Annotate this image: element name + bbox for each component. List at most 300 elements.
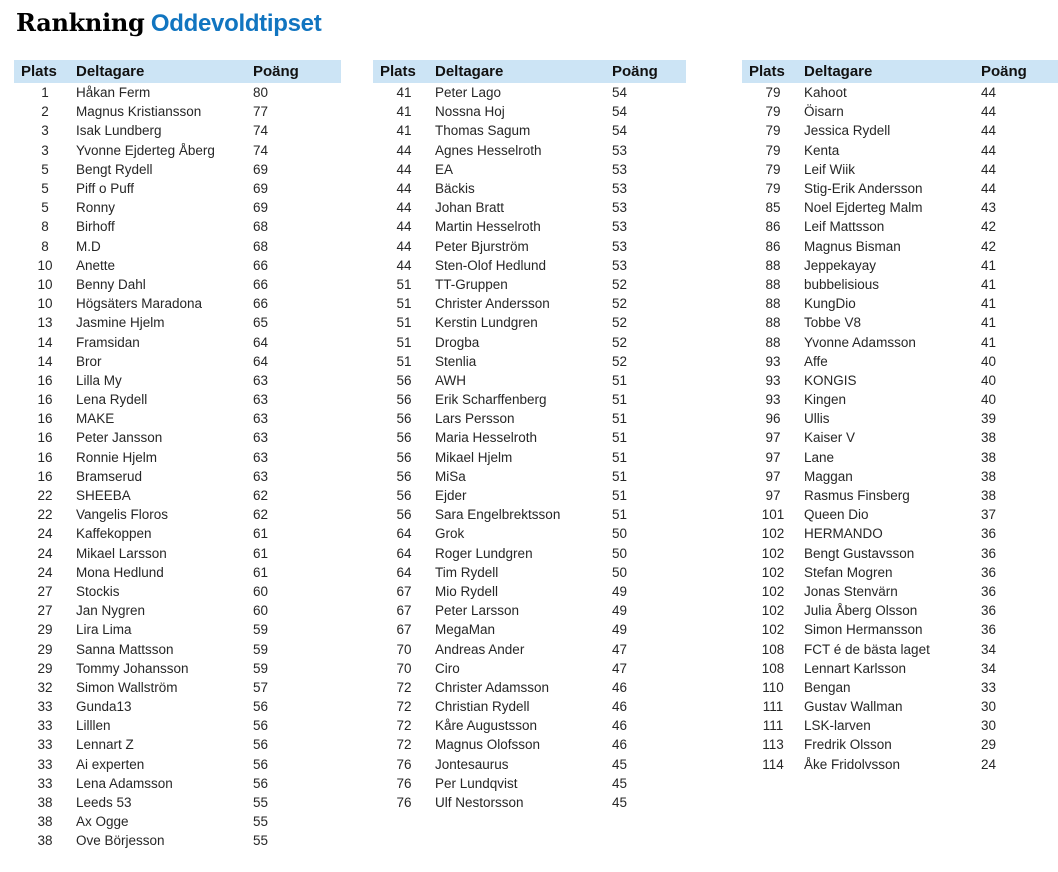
plats-cell: 10 — [37, 257, 53, 273]
poang-cell: 30 — [981, 699, 997, 715]
plats-cell: 108 — [761, 660, 785, 676]
table-row — [742, 659, 1058, 678]
poang-cell: 59 — [253, 660, 269, 676]
deltagare-cell: Bengan — [804, 679, 851, 695]
deltagare-cell: Magnus Kristiansson — [76, 104, 202, 120]
poang-cell: 44 — [981, 123, 997, 139]
deltagare-cell: M.D — [76, 238, 101, 254]
table-row — [14, 793, 341, 812]
plats-cell: 79 — [765, 181, 781, 197]
poang-cell: 51 — [612, 468, 628, 484]
table-row — [373, 83, 686, 102]
plats-cell: 44 — [396, 257, 412, 273]
table-row — [14, 716, 341, 735]
deltagare-cell: Peter Lago — [435, 85, 502, 101]
plats-cell: 88 — [765, 334, 781, 350]
table-row — [14, 678, 341, 697]
deltagare-cell: Gunda13 — [76, 699, 132, 715]
table-row — [742, 352, 1058, 371]
deltagare-cell: Ai experten — [76, 756, 145, 772]
table-row — [742, 141, 1058, 160]
table-row — [14, 448, 341, 467]
deltagare-cell: Johan Bratt — [435, 200, 505, 216]
poang-cell: 52 — [612, 276, 628, 292]
poang-cell: 46 — [612, 699, 628, 715]
plats-cell: 88 — [765, 315, 781, 331]
deltagare-cell: TT-Gruppen — [435, 276, 508, 292]
poang-cell: 41 — [981, 276, 997, 292]
deltagare-cell: Tim Rydell — [435, 564, 499, 580]
plats-cell: 27 — [37, 583, 53, 599]
deltagare-cell: Andreas Ander — [435, 641, 525, 657]
poang-cell: 62 — [253, 507, 269, 523]
table-row — [373, 332, 686, 351]
page-title — [16, 8, 321, 38]
deltagare-cell: Bengt Rydell — [76, 161, 153, 177]
table-row — [373, 237, 686, 256]
table-row — [14, 332, 341, 351]
poang-cell: 52 — [612, 315, 628, 331]
deltagare-cell: Bramserud — [76, 468, 143, 484]
table-row — [742, 428, 1058, 447]
plats-cell: 97 — [765, 488, 781, 504]
table-row — [742, 313, 1058, 332]
deltagare-cell: MiSa — [435, 468, 466, 484]
plats-cell: 44 — [396, 142, 412, 158]
poang-cell: 68 — [253, 219, 269, 235]
plats-cell: 33 — [37, 775, 53, 791]
plats-cell: 51 — [396, 276, 412, 292]
poang-cell: 51 — [612, 488, 628, 504]
table-row — [373, 371, 686, 390]
plats-cell: 14 — [37, 353, 53, 369]
poang-cell: 38 — [981, 488, 997, 504]
ranking-table-3 — [742, 60, 1058, 774]
poang-cell: 38 — [981, 449, 997, 465]
table-row — [14, 505, 341, 524]
plats-cell: 111 — [762, 718, 784, 734]
plats-cell: 108 — [761, 641, 785, 657]
poang-cell: 29 — [981, 737, 997, 753]
poang-cell: 59 — [253, 622, 269, 638]
poang-cell: 38 — [981, 430, 997, 446]
poang-cell: 69 — [253, 161, 269, 177]
poang-cell: 40 — [981, 353, 997, 369]
table-row — [14, 371, 341, 390]
table-row — [373, 735, 686, 754]
deltagare-cell: Martin Hesselroth — [435, 219, 541, 235]
table-row — [742, 486, 1058, 505]
poang-cell: 51 — [612, 507, 628, 523]
poang-cell: 44 — [981, 161, 997, 177]
table-row — [373, 544, 686, 563]
table-row — [14, 237, 341, 256]
table-row — [742, 620, 1058, 639]
plats-cell: 16 — [37, 468, 53, 484]
table-row — [373, 121, 686, 140]
deltagare-cell: Thomas Sagum — [435, 123, 531, 139]
poang-cell: 80 — [253, 85, 269, 101]
plats-cell: 51 — [396, 353, 412, 369]
table-row — [373, 620, 686, 639]
table-row — [373, 352, 686, 371]
column-header-poang: Poäng — [253, 63, 299, 80]
table-body — [373, 83, 686, 812]
table-row — [14, 428, 341, 447]
plats-cell: 67 — [396, 603, 412, 619]
table-row — [373, 275, 686, 294]
poang-cell: 60 — [253, 583, 269, 599]
table-row — [742, 448, 1058, 467]
poang-cell: 38 — [981, 468, 997, 484]
poang-cell: 43 — [981, 200, 997, 216]
deltagare-cell: Maggan — [804, 468, 853, 484]
plats-cell: 8 — [41, 238, 49, 254]
deltagare-cell: Mona Hedlund — [76, 564, 164, 580]
plats-cell: 41 — [396, 104, 412, 120]
poang-cell: 54 — [612, 85, 628, 101]
plats-cell: 56 — [396, 488, 412, 504]
deltagare-cell: FCT é de bästa laget — [804, 641, 930, 657]
poang-cell: 53 — [612, 161, 628, 177]
poang-cell: 56 — [253, 756, 269, 772]
table-row — [14, 582, 341, 601]
plats-cell: 16 — [37, 449, 53, 465]
deltagare-cell: Bäckis — [435, 181, 475, 197]
deltagare-cell: SHEEBA — [76, 488, 131, 504]
plats-cell: 67 — [396, 622, 412, 638]
deltagare-cell: Christer Adamsson — [435, 679, 550, 695]
poang-cell: 41 — [981, 315, 997, 331]
deltagare-cell: Noel Ejderteg Malm — [804, 200, 923, 216]
plats-cell: 76 — [396, 756, 412, 772]
plats-cell: 97 — [765, 468, 781, 484]
column-header-plats: Plats — [21, 63, 57, 80]
table-row — [373, 774, 686, 793]
table-row — [742, 294, 1058, 313]
poang-cell: 55 — [253, 833, 269, 849]
plats-cell: 97 — [765, 430, 781, 446]
plats-cell: 79 — [765, 123, 781, 139]
plats-cell: 56 — [396, 507, 412, 523]
deltagare-cell: Magnus Olofsson — [435, 737, 541, 753]
poang-cell: 77 — [253, 104, 269, 120]
deltagare-cell: KONGIS — [804, 372, 857, 388]
poang-cell: 56 — [253, 699, 269, 715]
table-row — [742, 601, 1058, 620]
plats-cell: 32 — [37, 679, 53, 695]
deltagare-cell: Framsidan — [76, 334, 140, 350]
deltagare-cell: Lena Adamsson — [76, 775, 173, 791]
plats-cell: 38 — [37, 833, 53, 849]
deltagare-cell: Magnus Bisman — [804, 238, 901, 254]
table-row — [14, 179, 341, 198]
table-row — [14, 294, 341, 313]
table-row — [14, 390, 341, 409]
plats-cell: 86 — [765, 219, 781, 235]
deltagare-cell: Kaiser V — [804, 430, 856, 446]
deltagare-cell: Peter Bjurström — [435, 238, 529, 254]
plats-cell: 79 — [765, 161, 781, 177]
poang-cell: 47 — [612, 660, 628, 676]
plats-cell: 56 — [396, 372, 412, 388]
deltagare-cell: Ulf Nestorsson — [435, 795, 524, 811]
poang-cell: 36 — [981, 583, 997, 599]
deltagare-cell: Jonas Stenvärn — [804, 583, 898, 599]
table-header-row — [14, 60, 341, 83]
poang-cell: 30 — [981, 718, 997, 734]
deltagare-cell: Lilllen — [76, 718, 111, 734]
plats-cell: 102 — [761, 545, 785, 561]
plats-cell: 93 — [765, 392, 781, 408]
ranking-table-2 — [373, 60, 686, 812]
plats-cell: 44 — [396, 161, 412, 177]
table-row — [373, 582, 686, 601]
table-row — [373, 486, 686, 505]
poang-cell: 42 — [981, 238, 997, 254]
poang-cell: 74 — [253, 142, 269, 158]
deltagare-cell: Per Lundqvist — [435, 775, 518, 791]
deltagare-cell: Maria Hesselroth — [435, 430, 538, 446]
column-header-deltagare: Deltagare — [435, 63, 504, 80]
deltagare-cell: KungDio — [804, 296, 856, 312]
table-row — [14, 601, 341, 620]
poang-cell: 54 — [612, 123, 628, 139]
deltagare-cell: Christian Rydell — [435, 699, 530, 715]
table-row — [373, 716, 686, 735]
poang-cell: 46 — [612, 737, 628, 753]
deltagare-cell: Peter Jansson — [76, 430, 163, 446]
table-header-row — [742, 60, 1058, 83]
deltagare-cell: Piff o Puff — [76, 181, 135, 197]
poang-cell: 66 — [253, 276, 269, 292]
poang-cell: 62 — [253, 488, 269, 504]
plats-cell: 33 — [37, 699, 53, 715]
deltagare-cell: Mikael Larsson — [76, 545, 167, 561]
table-row — [373, 294, 686, 313]
deltagare-cell: HERMANDO — [804, 526, 883, 542]
plats-cell: 56 — [396, 468, 412, 484]
table-row — [373, 428, 686, 447]
deltagare-cell: LSK-larven — [804, 718, 871, 734]
poang-cell: 51 — [612, 372, 628, 388]
poang-cell: 49 — [612, 583, 628, 599]
plats-cell: 38 — [37, 795, 53, 811]
deltagare-cell: Ronnie Hjelm — [76, 449, 158, 465]
plats-cell: 88 — [765, 296, 781, 312]
poang-cell: 41 — [981, 296, 997, 312]
table-row — [742, 467, 1058, 486]
plats-cell: 51 — [396, 296, 412, 312]
deltagare-cell: Roger Lundgren — [435, 545, 533, 561]
table-row — [742, 237, 1058, 256]
deltagare-cell: Mikael Hjelm — [435, 449, 513, 465]
poang-cell: 36 — [981, 622, 997, 638]
table-row — [14, 735, 341, 754]
table-row — [742, 755, 1058, 774]
plats-cell: 41 — [396, 123, 412, 139]
poang-cell: 56 — [253, 775, 269, 791]
column-header-plats: Plats — [749, 63, 785, 80]
plats-cell: 110 — [762, 679, 784, 695]
poang-cell: 74 — [253, 123, 269, 139]
table-row — [14, 659, 341, 678]
table-row — [742, 275, 1058, 294]
table-row — [373, 678, 686, 697]
column-header-poang: Poäng — [981, 63, 1027, 80]
plats-cell: 72 — [396, 737, 412, 753]
poang-cell: 53 — [612, 219, 628, 235]
plats-cell: 70 — [396, 641, 412, 657]
plats-cell: 27 — [37, 603, 53, 619]
table-row — [742, 390, 1058, 409]
table-row — [742, 217, 1058, 236]
table-row — [373, 390, 686, 409]
poang-cell: 24 — [981, 756, 997, 772]
plats-cell: 51 — [396, 334, 412, 350]
plats-cell: 5 — [41, 161, 49, 177]
deltagare-cell: Jontesaurus — [435, 756, 509, 772]
deltagare-cell: Nossna Hoj — [435, 104, 505, 120]
poang-cell: 53 — [612, 257, 628, 273]
poang-cell: 36 — [981, 526, 997, 542]
table-row — [373, 141, 686, 160]
table-body — [14, 83, 341, 851]
deltagare-cell: Håkan Ferm — [76, 85, 151, 101]
poang-cell: 61 — [253, 564, 269, 580]
table-row — [14, 563, 341, 582]
deltagare-cell: Peter Larsson — [435, 603, 520, 619]
table-row — [742, 102, 1058, 121]
plats-cell: 67 — [396, 583, 412, 599]
poang-cell: 64 — [253, 334, 269, 350]
poang-cell: 49 — [612, 603, 628, 619]
plats-cell: 88 — [765, 257, 781, 273]
table-row — [373, 313, 686, 332]
column-header-deltagare: Deltagare — [76, 63, 145, 80]
table-row — [14, 409, 341, 428]
table-row — [373, 179, 686, 198]
plats-cell: 113 — [762, 737, 784, 753]
deltagare-cell: Lennart Karlsson — [804, 660, 907, 676]
plats-cell: 97 — [765, 449, 781, 465]
plats-cell: 102 — [761, 526, 785, 542]
poang-cell: 34 — [981, 660, 997, 676]
poang-cell: 50 — [612, 545, 628, 561]
deltagare-cell: Lira Lima — [76, 622, 132, 638]
deltagare-cell: Lennart Z — [76, 737, 134, 753]
table-row — [14, 697, 341, 716]
poang-cell: 37 — [981, 507, 997, 523]
deltagare-cell: Julia Åberg Olsson — [804, 603, 918, 619]
poang-cell: 60 — [253, 603, 269, 619]
deltagare-cell: Ronny — [76, 200, 116, 216]
deltagare-cell: bubbelisious — [804, 276, 880, 292]
page-title-main: Rankning — [16, 8, 145, 37]
plats-cell: 72 — [396, 699, 412, 715]
poang-cell: 65 — [253, 315, 269, 331]
plats-cell: 24 — [37, 526, 53, 542]
poang-cell: 33 — [981, 679, 997, 695]
poang-cell: 36 — [981, 545, 997, 561]
table-body — [742, 83, 1058, 774]
deltagare-cell: Birhoff — [76, 219, 115, 235]
table-row — [14, 831, 341, 850]
deltagare-cell: Yvonne Ejderteg Åberg — [76, 142, 215, 158]
poang-cell: 63 — [253, 411, 269, 427]
plats-cell: 44 — [396, 238, 412, 254]
plats-cell: 10 — [37, 276, 53, 292]
table-row — [742, 524, 1058, 543]
poang-cell: 34 — [981, 641, 997, 657]
deltagare-cell: Ejder — [435, 488, 467, 504]
deltagare-cell: Leeds 53 — [76, 795, 132, 811]
poang-cell: 52 — [612, 334, 628, 350]
plats-cell: 38 — [37, 814, 53, 830]
deltagare-cell: Öisarn — [804, 104, 844, 120]
table-row — [742, 179, 1058, 198]
plats-cell: 79 — [765, 142, 781, 158]
plats-cell: 44 — [396, 219, 412, 235]
poang-cell: 51 — [612, 449, 628, 465]
plats-cell: 70 — [396, 660, 412, 676]
table-row — [373, 198, 686, 217]
table-row — [373, 601, 686, 620]
deltagare-cell: Vangelis Floros — [76, 507, 169, 523]
deltagare-cell: Jeppekayay — [804, 257, 877, 273]
poang-cell: 63 — [253, 430, 269, 446]
deltagare-cell: Lilla My — [76, 372, 122, 388]
table-row — [373, 697, 686, 716]
deltagare-cell: Bror — [76, 353, 102, 369]
deltagare-cell: Bengt Gustavsson — [804, 545, 915, 561]
table-row — [742, 697, 1058, 716]
poang-cell: 40 — [981, 392, 997, 408]
poang-cell: 41 — [981, 334, 997, 350]
deltagare-cell: Lars Persson — [435, 411, 515, 427]
deltagare-cell: Simon Hermansson — [804, 622, 923, 638]
deltagare-cell: Kaffekoppen — [76, 526, 152, 542]
table-row — [373, 256, 686, 275]
plats-cell: 1 — [41, 85, 49, 101]
poang-cell: 61 — [253, 545, 269, 561]
deltagare-cell: Sara Engelbrektsson — [435, 507, 561, 523]
plats-cell: 16 — [37, 430, 53, 446]
poang-cell: 51 — [612, 392, 628, 408]
deltagare-cell: Stig-Erik Andersson — [804, 181, 923, 197]
poang-cell: 53 — [612, 238, 628, 254]
plats-cell: 5 — [41, 181, 49, 197]
poang-cell: 46 — [612, 718, 628, 734]
plats-cell: 51 — [396, 315, 412, 331]
poang-cell: 64 — [253, 353, 269, 369]
table-row — [14, 486, 341, 505]
ranking-table-1 — [14, 60, 341, 851]
deltagare-cell: Lena Rydell — [76, 392, 148, 408]
plats-cell: 2 — [41, 104, 49, 120]
table-row — [14, 102, 341, 121]
plats-cell: 76 — [396, 775, 412, 791]
poang-cell: 42 — [981, 219, 997, 235]
column-header-deltagare: Deltagare — [804, 63, 873, 80]
table-row — [373, 659, 686, 678]
plats-cell: 85 — [765, 200, 781, 216]
poang-cell: 44 — [981, 104, 997, 120]
table-row — [14, 639, 341, 658]
table-row — [742, 678, 1058, 697]
deltagare-cell: Sten-Olof Hedlund — [435, 257, 547, 273]
plats-cell: 64 — [396, 545, 412, 561]
